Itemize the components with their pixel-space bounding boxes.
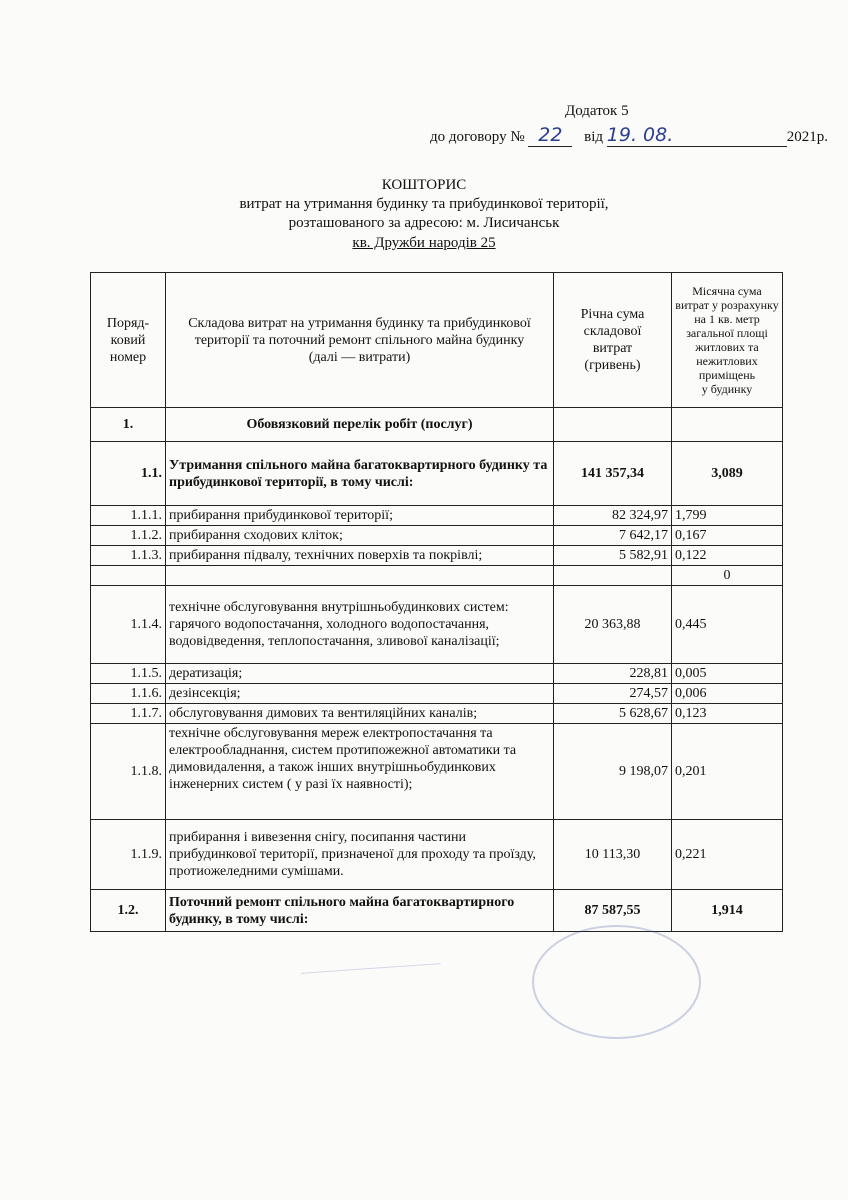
table-row-empty [91,566,783,586]
row-annual: 228,81 [554,664,672,684]
header-item: Складова витрат на утримання будинку та прибудинкової території та поточний ремонт спільного майна будинку (далі — витрати) [166,273,554,408]
row-annual: 7 642,17 [554,526,672,546]
document-title: КОШТОРИС [381,177,467,193]
annex-label: Додаток 5 [565,103,629,119]
row-annual: 20 363,88 [554,586,672,664]
row-item: прибирання прибудинкової території; [166,506,554,526]
row-annual [554,408,672,442]
row-annual [554,566,672,586]
table-row [91,724,783,820]
row-num: 1.1.4. [91,586,166,664]
handwritten-signature [299,943,440,974]
row-monthly: 3,089 [672,442,783,506]
row-item: технічне обслуговування внутрішньобудинкових систем: гарячого водопостачання, холодного водопостачання, водовідведення, теплопостачання, зливової каналізації; [166,586,554,664]
row-item: прибирання підвалу, технічних поверхів та покрівлі; [166,546,554,566]
row-monthly: 0,167 [672,526,783,546]
row-monthly: 1,799 [672,506,783,526]
row-item: обслуговування димових та вентиляційних каналів; [166,704,554,724]
row-annual: 274,57 [554,684,672,704]
table-row [91,408,783,442]
row-item: дератизація; [166,664,554,684]
table-row [91,820,783,890]
row-item: Поточний ремонт спільного майна багатоквартирного будинку, в тому числі: [166,890,554,932]
row-annual: 87 587,55 [554,890,672,932]
contract-number: 22 [538,124,563,146]
contract-prefix: до договору № [430,129,525,145]
date-prefix: від [584,129,604,145]
header-monthly: Місячна сума витрат у розрахунку на 1 кв. метр загальної площі житлових та нежитлових приміщень у будинку [672,273,783,408]
row-num: 1.1.6. [91,684,166,704]
row-item [166,566,554,586]
row-num: 1.1.7. [91,704,166,724]
row-item: прибирання і вивезення снігу, посипання частини прибудинкової території, призначеної для проходу та проїзду, протиожеледними сумішами. [166,820,554,890]
row-monthly: 0,005 [672,664,783,684]
row-annual: 10 113,30 [554,820,672,890]
table-row [91,704,783,724]
row-num: 1.1.8. [91,724,166,820]
row-annual: 9 198,07 [554,724,672,820]
header-annual: Річна сума складової витрат (гривень) [554,273,672,408]
row-monthly: 0,445 [672,586,783,664]
row-monthly [672,408,783,442]
row-monthly: 0,122 [672,546,783,566]
row-monthly: 0,123 [672,704,783,724]
estimate-table [90,272,783,932]
row-item: Обовязковий перелік робіт (послуг) [166,408,554,442]
row-num: 1.1.2. [91,526,166,546]
row-monthly: 0 [672,566,783,586]
row-annual: 5 582,91 [554,546,672,566]
row-annual: 82 324,97 [554,506,672,526]
row-num: 1. [91,408,166,442]
table-row [91,526,783,546]
row-item: дезінсекція; [166,684,554,704]
row-num: 1.1. [91,442,166,506]
row-monthly: 0,201 [672,724,783,820]
table-row [91,684,783,704]
table-row [91,506,783,526]
table-header-row [91,273,783,408]
title-subtitle-1: витрат на утримання будинку та прибудинкової території, [239,196,609,212]
table-row [91,546,783,566]
row-num: 1.1.5. [91,664,166,684]
row-num [91,566,166,586]
address-text: кв. Дружби народів 25 [352,235,496,251]
contract-date: 19. 08. [606,124,674,146]
year-suffix: 2021р. [786,129,829,145]
table-row [91,890,783,932]
table-row [91,442,783,506]
table-row [91,586,783,664]
row-num: 1.2. [91,890,166,932]
row-annual: 141 357,34 [554,442,672,506]
official-stamp [532,925,701,1039]
row-num: 1.1.1. [91,506,166,526]
row-item: технічне обслуговування мереж електропостачання та електрообладнання, систем протипожежної автоматики та димовидалення, а також інших внутрішньобудинкових інженерних систем ( у разі їх наявності); [166,724,554,820]
row-monthly: 1,914 [672,890,783,932]
title-address [0,235,848,252]
header-num: Поряд- ковий номер [91,273,166,408]
contract-line [430,124,828,147]
row-item: прибирання сходових кліток; [166,526,554,546]
row-num: 1.1.3. [91,546,166,566]
row-monthly: 0,006 [672,684,783,704]
row-monthly: 0,221 [672,820,783,890]
row-item: Утримання спільного майна багатоквартирного будинку та прибудинкової території, в тому числі: [166,442,554,506]
row-annual: 5 628,67 [554,704,672,724]
row-num: 1.1.9. [91,820,166,890]
table-row [91,664,783,684]
title-subtitle-2: розташованого за адресою: м. Лисичанськ [288,215,560,231]
